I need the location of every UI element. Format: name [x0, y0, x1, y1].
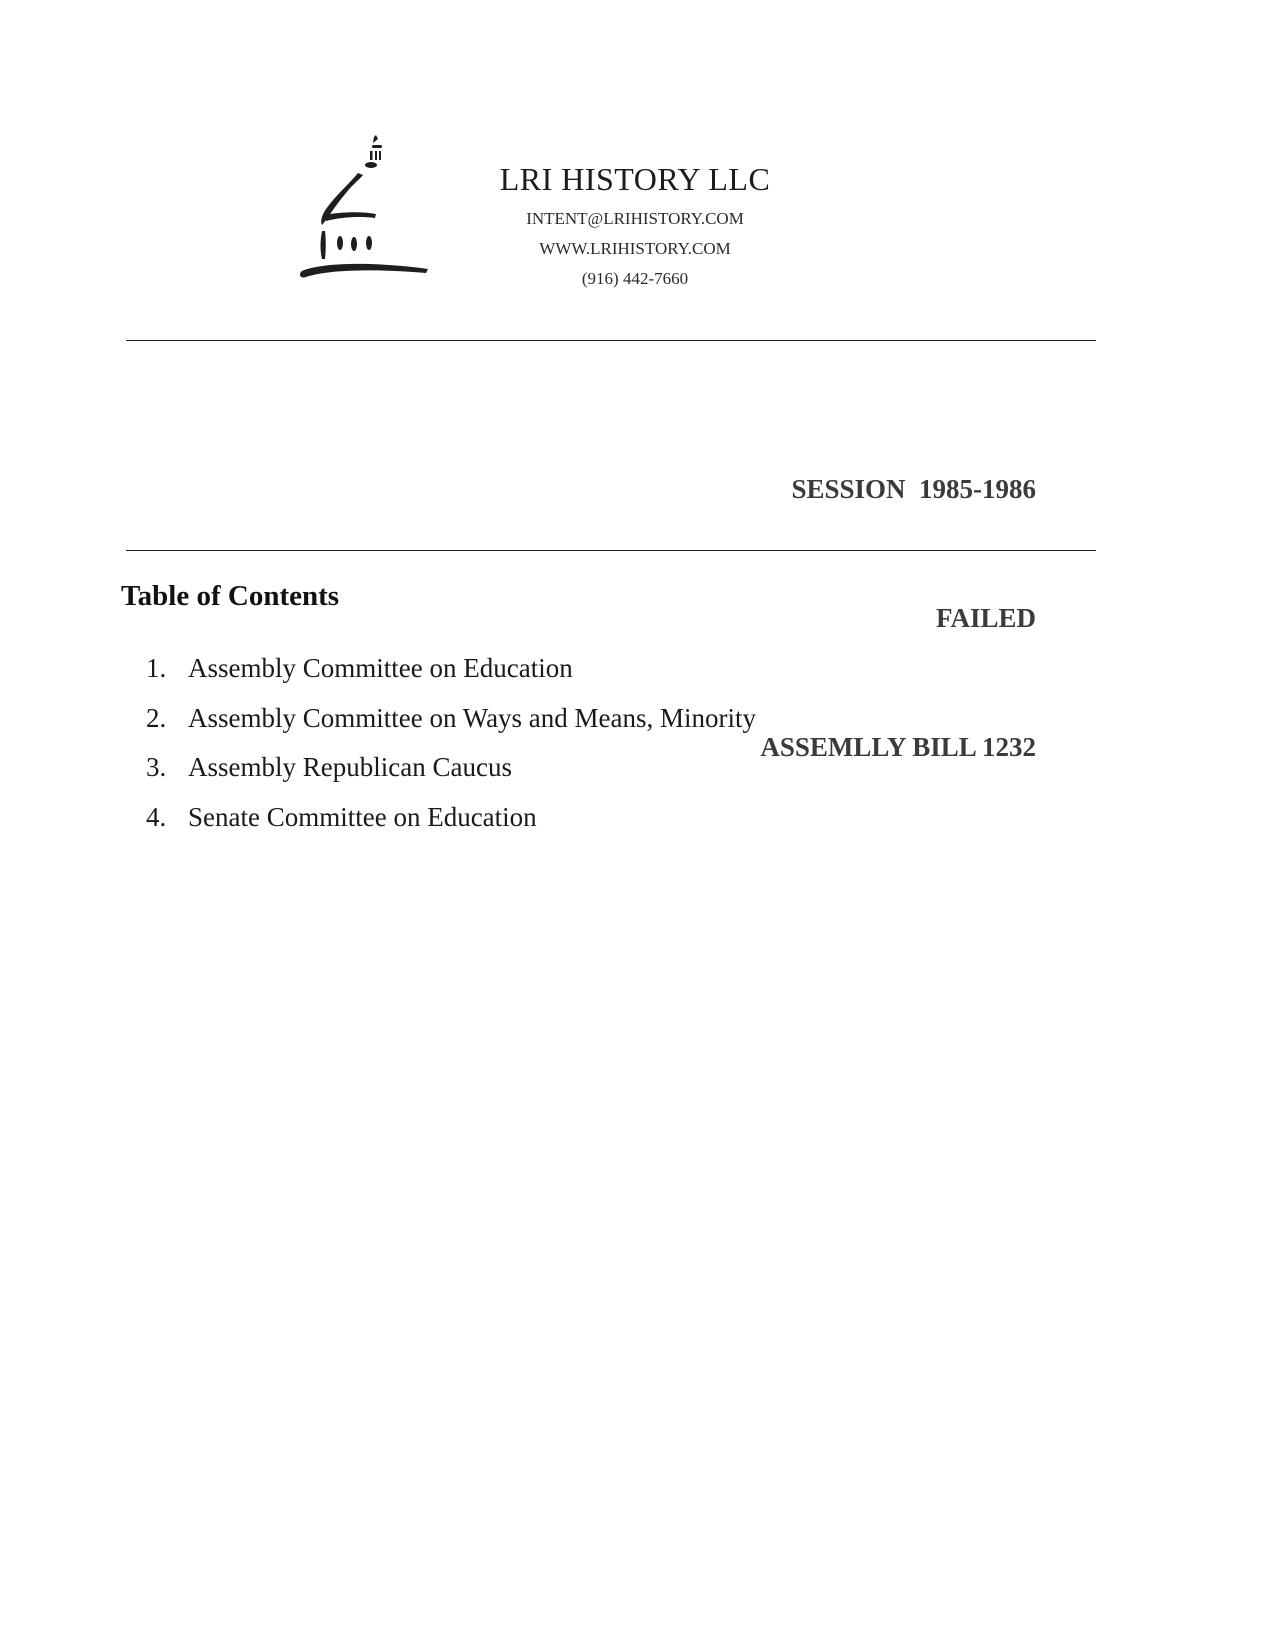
toc-item[interactable]: [146, 793, 756, 843]
toc-item-label: Assembly Committee on Ways and Means, Minority: [188, 702, 757, 733]
email-address: INTENT@LRIHISTORY.COM: [526, 209, 744, 228]
website-address: WWW.LRIHISTORY.COM: [539, 239, 731, 258]
bottom-divider: [126, 550, 1096, 551]
capitol-dome-logo-icon: [300, 133, 440, 293]
company-name: LRI HISTORY LLC: [499, 161, 771, 197]
toc-title: Table of Contents: [121, 580, 340, 612]
phone-number: (916) 442-7660: [581, 269, 689, 288]
toc-item-number: 1.: [146, 653, 167, 683]
session-line: SESSION 1985-1986: [791, 474, 1036, 504]
toc-item[interactable]: [146, 743, 756, 793]
toc-item-number: 2.: [146, 702, 167, 733]
toc-item-label: Assembly Committee on Education: [188, 653, 573, 683]
letterhead: [440, 160, 830, 294]
toc-item-number: 3.: [146, 752, 167, 782]
top-divider: [126, 340, 1096, 341]
bill-info: [760, 382, 1036, 812]
toc-item-label: Assembly Republican Caucus: [188, 752, 512, 782]
bill-number: ASSEMLLY BILL 1232: [760, 732, 1036, 762]
bill-status: FAILED: [935, 603, 1036, 633]
toc-item-label: Senate Committee on Education: [188, 801, 537, 832]
toc-list: [146, 644, 756, 842]
toc-item[interactable]: [146, 694, 756, 744]
toc-item-number: 4.: [146, 801, 167, 832]
toc-item[interactable]: [146, 644, 756, 694]
